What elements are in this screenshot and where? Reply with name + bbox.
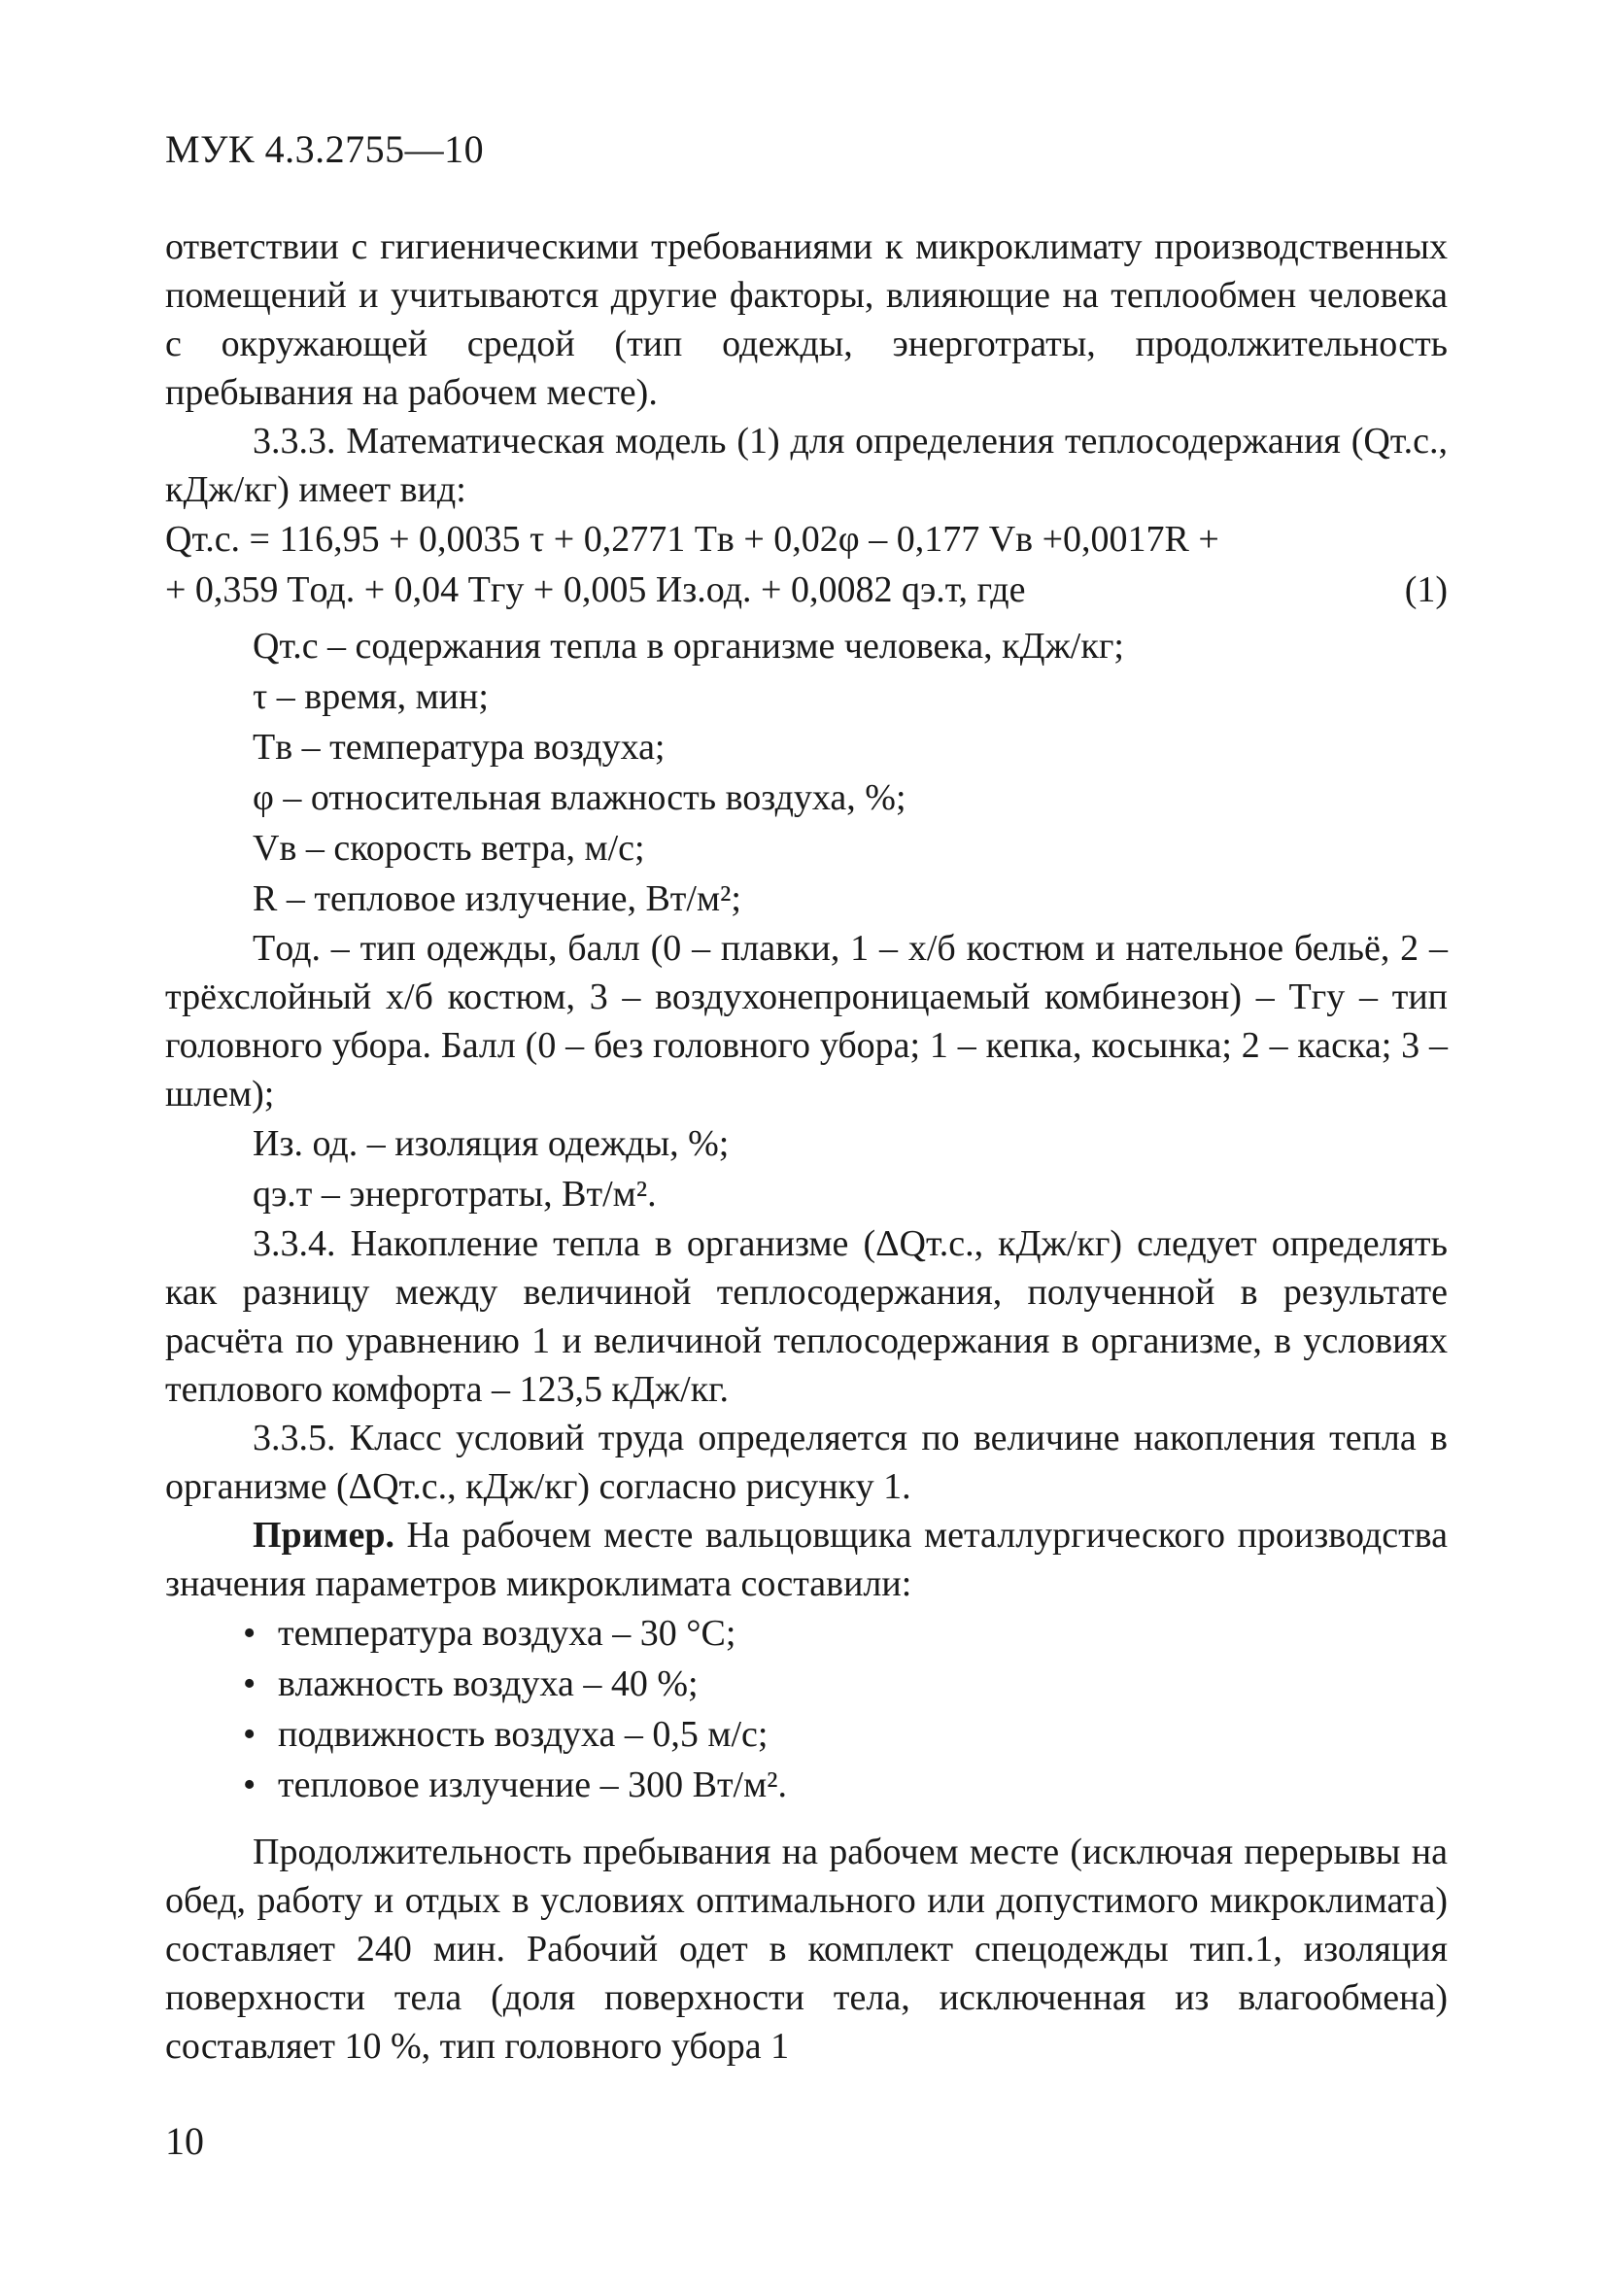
definition-item: φ – относительная влажность воздуха, %; [253,777,906,818]
paragraph-3-3-4: 3.3.4. Накопление тепла в организме (ΔQт.с., кДж/кг) следует определять как разницу между величиной теплосодержания, полученной в результате расчёта по уравнению 1 и величиной теплосодержания в организме, в условиях теплового комфорта – 123,5 кДж/кг. [165,1223,1448,1410]
definition-item: Из. од. – изоляция одежды, %; [253,1123,730,1164]
definition-item: Qт.с – содержания тепла в организме человека, кДж/кг; [253,626,1124,667]
definition-item: Vв – скорость ветра, м/с; [253,828,645,869]
formula-line-2: + 0,359 Tод. + 0,04 Tгу + 0,005 Из.од. + 0,0082 qэ.т, где [165,569,1026,610]
bullet-item: • температура воздуха – 30 °С; [243,1608,1448,1659]
formula-block [165,514,1448,615]
definition-item: τ – время, мин; [253,676,489,717]
definition-item: qэ.т – энерготраты, Вт/м². [253,1174,657,1215]
document-code-header: МУК 4.3.2755—10 [165,127,485,171]
definition-item: Tв – температура воздуха; [253,727,666,768]
example-text: На рабочем месте вальцовщика металлургического производства значения параметров микроклимата составили: [165,1515,1448,1604]
paragraph-example [165,1511,1448,1608]
paragraph-3-3-3: 3.3.3. Математическая модель (1) для определения теплосодержания (Qт.с., кДж/кг) имеет вид: [165,421,1448,510]
bullet-item: • подвижность воздуха – 0,5 м/с; [243,1709,1448,1760]
definition-item: R – тепловое излучение, Вт/м²; [253,878,741,919]
bullet-item: • влажность воздуха – 40 %; [243,1659,1448,1709]
paragraph-3-3-5: 3.3.5. Класс условий труда определяется по величине накопления тепла в организме (ΔQт.с., кДж/кг) согласно рисунку 1. [165,1418,1448,1507]
example-label: Пример. [253,1515,394,1556]
bullet-item: • тепловое излучение – 300 Вт/м². [243,1760,1448,1810]
parameter-bullet-list [165,1608,1448,1810]
formula-line-1: Qт.с. = 116,95 + 0,0035 τ + 0,2771 Tв + 0,02φ – 0,177 Vв +0,0017R + [165,519,1219,560]
paragraph-intro: ответствии с гигиеническими требованиями к микроклимату производственных помещений и учитываются другие факторы, влияющие на теплообмен человека с окружающей средой (тип одежды, энерготраты, продолжительность пребывания на рабочем месте). [165,226,1448,413]
variable-definitions [165,621,1448,1219]
formula-number: (1) [1404,569,1448,610]
definition-clothing-type: Tод. – тип одежды, балл (0 – плавки, 1 – х/б костюм и нательное бельё, 2 – трёхслойный х/б костюм, 3 – воздухонепроницаемый комбинезон) – Tгу – тип головного убора. Балл (0 – без головного убора; 1 – кепка, косынка; 2 – каска; 3 – шлем); [165,928,1448,1114]
paragraph-duration: Продолжительность пребывания на рабочем месте (исключая перерывы на обед, работу и отдых в условиях оптимального или допустимого микроклимата) составляет 240 мин. Рабочий одет в комплект спецодежды тип.1, изоляция поверхности тела (доля поверхности тела, исключенная из влагообмена) составляет 10 %, тип головного убора 1 [165,1832,1448,2067]
document-page [165,126,1448,2071]
page-number: 10 [165,2119,204,2163]
